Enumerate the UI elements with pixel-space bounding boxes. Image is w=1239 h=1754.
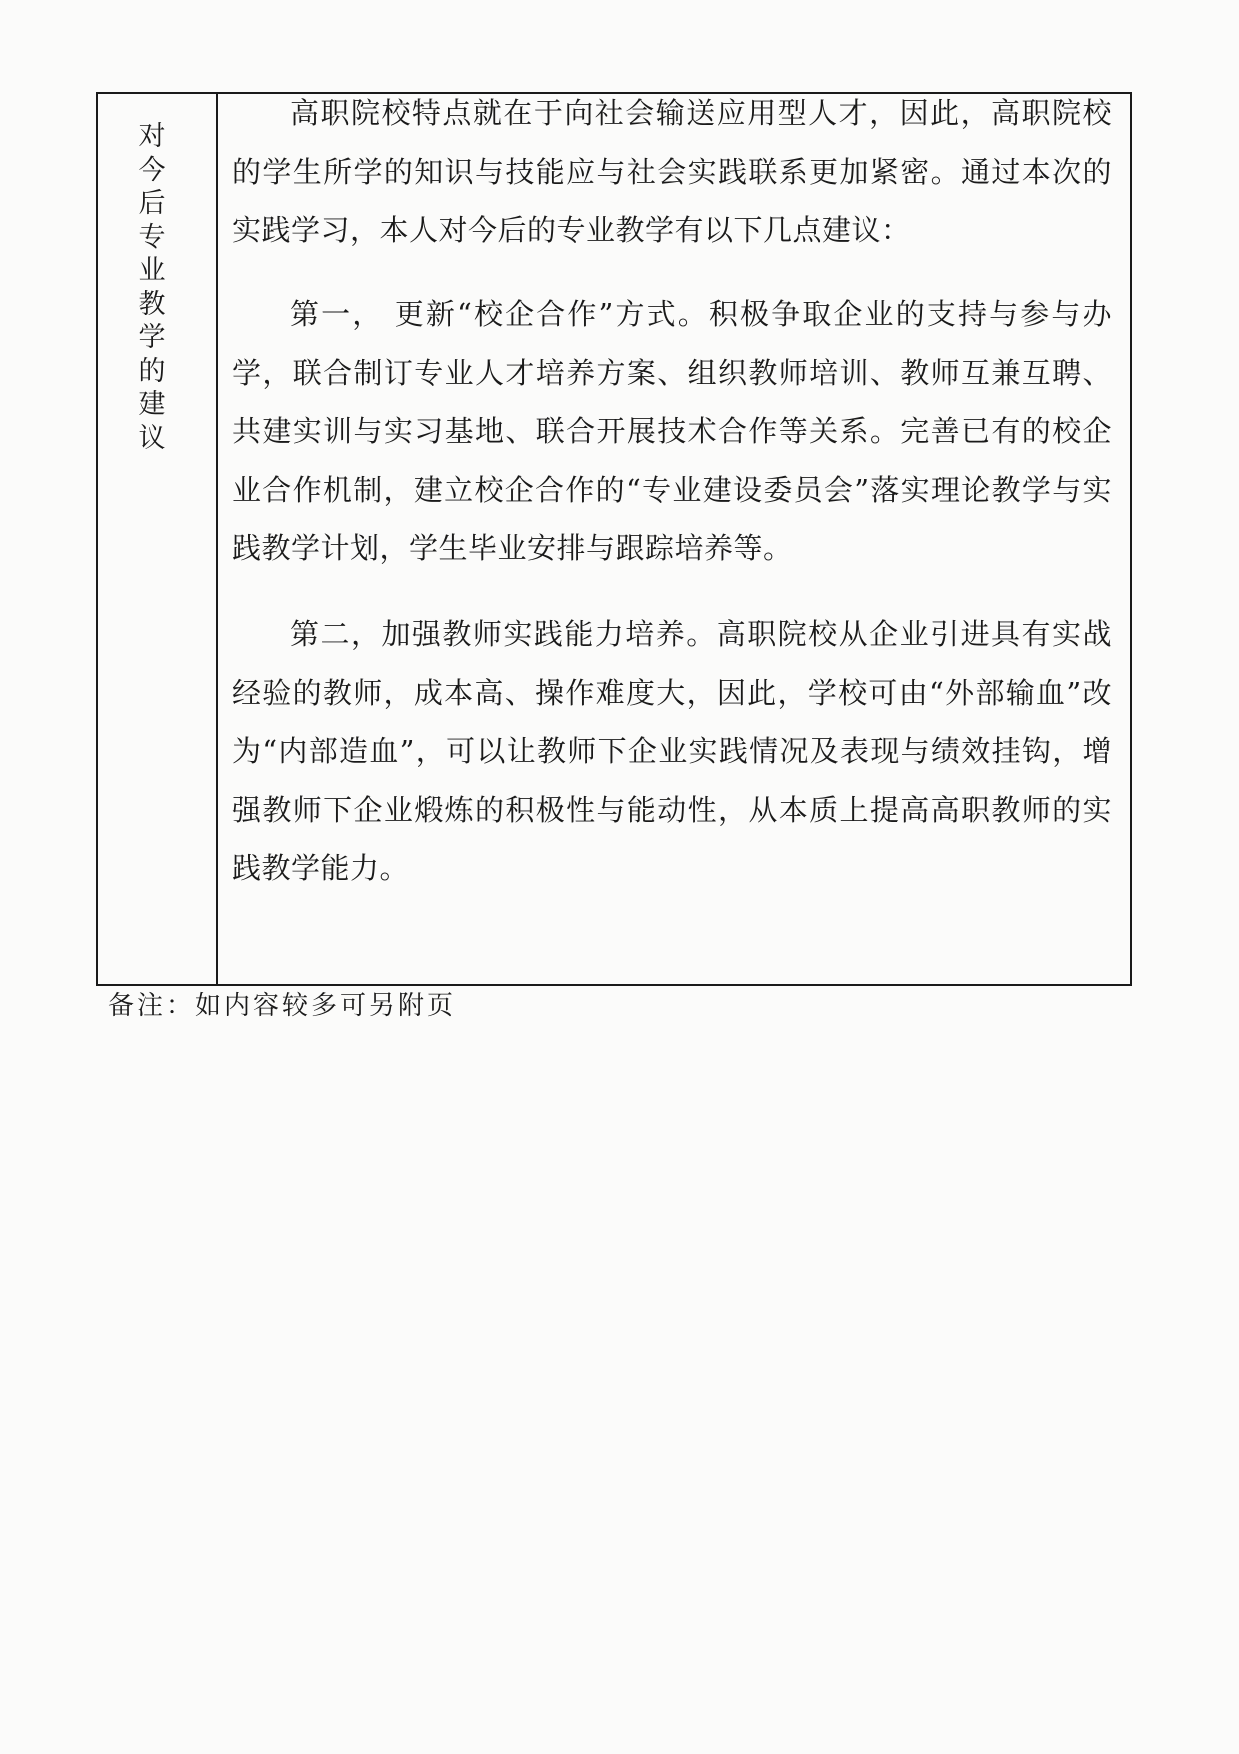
content-cell <box>218 94 1130 984</box>
suggestion-table <box>96 92 1132 986</box>
paragraph-intro: 高职院校特点就在于向社会输送应用型人才，因此，高职院校的学生所学的知识与技能应与社会实践联系更加紧密。通过本次的实践学习，本人对今后的专业教学有以下几点建议： <box>232 96 1112 247</box>
row-label-cell <box>98 94 218 984</box>
paragraph-second-suggestion: 第二，加强教师实践能力培养。高职院校从企业引进具有实战经验的教师，成本高、操作难度大，因此，学校可由“外部输血”改为“内部造血”，可以让教师下企业实践情况及表现与绩效挂钩，增强教师下企业煅炼的积极性与能动性，从本质上提高高职教师的实践教学能力。 <box>232 617 1112 885</box>
footnote-remark: 备注：如内容较多可另附页 <box>108 991 457 1021</box>
row-label: 对今后专业教学的建议 <box>138 121 166 454</box>
paragraph-first-suggestion: 第一， 更新“校企合作”方式。积极争取企业的支持与参与办学，联合制订专业人才培养方案、组织教师培训、教师互兼互聘、共建实训与实习基地、联合开展技术合作等关系。完善已有的校企业合作机制，建立校企合作的“专业建设委员会”落实理论教学与实践教学计划，学生毕业安排与跟踪培养等。 <box>232 297 1112 565</box>
